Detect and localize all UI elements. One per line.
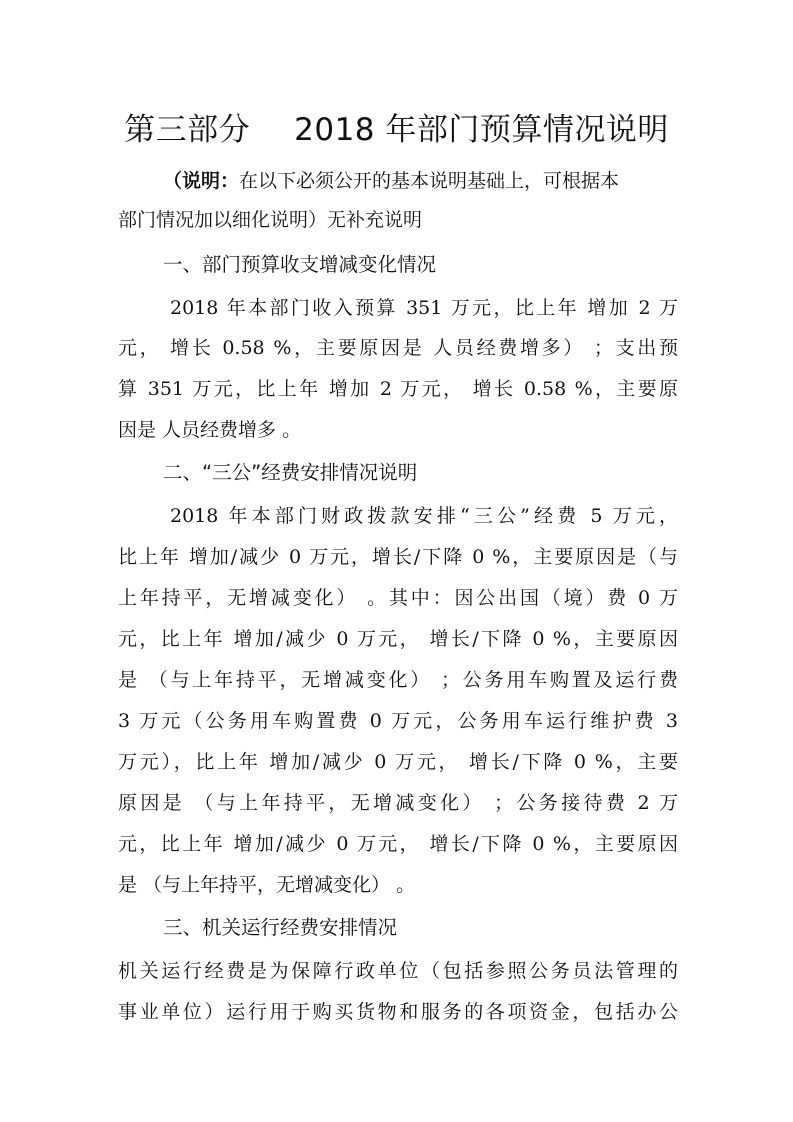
note-line-2: 部门情况加以细化说明）无补充说明 — [118, 209, 423, 231]
section-2-line-1: 2018 年本部门财政拨款安排“三公”经费 5 万元， — [170, 505, 678, 527]
section-1-line-3: 算 351 万元，比上年 增加 2 万元， 增长 0.58 %，主要原 — [118, 378, 678, 400]
section-1-line-4: 因是 人员经费增多 。 — [118, 419, 302, 441]
section-2-line-9: 元，比上年 增加/减少 0 万元， 增长/下降 0 %，主要原因 — [118, 833, 678, 855]
section-2-line-2: 比上年 增加/减少 0 万元，增长/下降 0 %，主要原因是（与 — [118, 546, 678, 568]
note-line-1 — [163, 167, 678, 195]
section-2-line-3: 上年持平，无增减变化） 。其中：因公出国（境）费 0 万 — [118, 587, 678, 609]
section-1-line-1: 2018 年本部门收入预算 351 万元，比上年 增加 2 万 — [170, 297, 678, 319]
page-title — [0, 108, 793, 152]
note-lead: （说明： — [163, 170, 240, 192]
section-3-line-1: 机关运行经费是为保障行政单位（包括参照公务员法管理的 — [118, 960, 678, 982]
section-3-heading: 三、机关运行经费安排情况 — [163, 916, 398, 939]
section-1-heading: 一、部门预算收支增减变化情况 — [163, 253, 437, 276]
section-2-line-8: 原因是 （与上年持平，无增减变化） ；公务接待费 2 万 — [118, 792, 678, 814]
section-3-line-2: 事业单位）运行用于购买货物和服务的各项资金，包括办公 — [118, 1001, 678, 1023]
title-part: 第三部分 — [124, 112, 251, 148]
title-text: 2018 年部门预算情况说明 — [294, 112, 669, 148]
section-2-line-4: 元，比上年 增加/减少 0 万元， 增长/下降 0 %，主要原因 — [118, 628, 678, 650]
section-2-line-10: 是 （与上年持平，无增减变化） 。 — [118, 874, 416, 896]
section-1-line-2: 元， 增长 0.58 %，主要原因是 人员经费增多） ；支出预 — [118, 337, 678, 359]
note-line-1-text: 在以下必须公开的基本说明基础上，可根据本 — [239, 170, 620, 192]
section-2-line-5: 是 （与上年持平，无增减变化） ；公务用车购置及运行费 — [118, 669, 678, 691]
section-2-line-7: 万元），比上年 增加/减少 0 万元， 增长/下降 0 %，主要 — [118, 751, 678, 773]
section-2-heading: 二、“三公”经费安排情况说明 — [163, 461, 418, 484]
section-2-line-6: 3 万元（公务用车购置费 0 万元，公务用车运行维护费 3 — [118, 710, 678, 732]
